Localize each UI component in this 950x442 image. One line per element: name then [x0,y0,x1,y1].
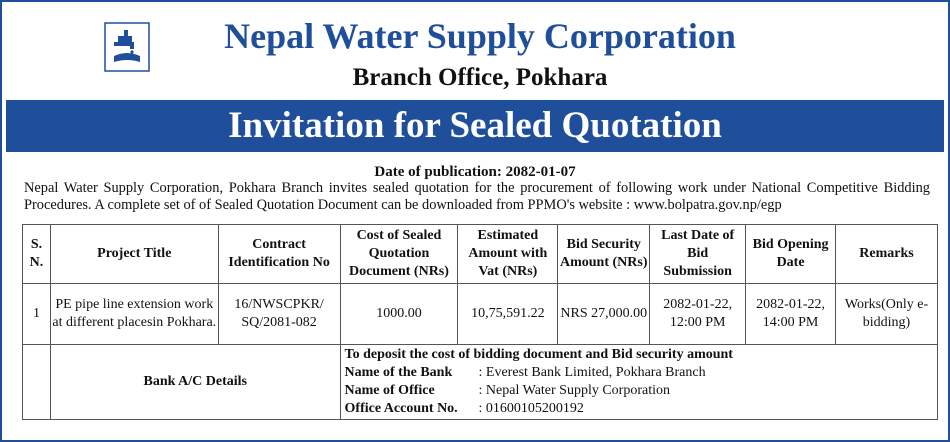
bank-deposit-heading: To deposit the cost of bidding document and Bid security amount [344,347,733,362]
cell-document-cost: 1000.00 [340,284,458,345]
cell-contract-id: 16/NWSCPKR/ SQ/2081-082 [218,284,340,345]
office-name-key: Name of Office [344,383,435,398]
bank-details-label: Bank A/C Details [50,345,340,420]
col-last-date: Last Date of Bid Submission [650,225,746,284]
col-bid-security: Bid Security Amount (NRs) [558,225,650,284]
col-document-cost: Cost of Sealed Quotation Document (NRs) [340,225,458,284]
bank-details-row [23,345,938,420]
cell-bid-security: NRS 27,000.00 [558,284,650,345]
table-row [23,284,938,345]
quotation-table [22,224,938,420]
office-name-value: : Nepal Water Supply Corporation [478,383,670,398]
col-remarks: Remarks [836,225,938,284]
cell-remarks: Works(Only e-bidding) [836,284,938,345]
cell-estimated-amount: 10,75,591.22 [458,284,558,345]
col-project-title: Project Title [50,225,218,284]
bank-details-info [340,345,937,420]
account-no-value: : 01600105200192 [478,401,584,416]
intro-paragraph: Nepal Water Supply Corporation, Pokhara Branch invites sealed quotation for the procurement of following work under National Competitive Bidding Procedures. A complete set of of Sealed Quotation Document can be downloaded from PPMO's website : www.bolpatra.gov.np/egp [24,180,930,213]
cell-opening-date: 2082-01-22, 14:00 PM [746,284,836,345]
table-header-row [23,225,938,284]
branch-office: Branch Office, Pokhara [352,64,608,91]
col-estimated-amount: Estimated Amount with Vat (NRs) [458,225,558,284]
notice-title-banner: Invitation for Sealed Quotation [6,100,944,152]
col-sn: S. N. [23,225,51,284]
nwsc-logo-icon [104,22,150,72]
account-no-key: Office Account No. [344,401,458,416]
cell-project-title: PE pipe line extension work at different placesin Pokhara. [50,284,218,345]
organization-name: Nepal Water Supply Corporation [224,16,736,56]
col-contract-id: Contract Identification No [218,225,340,284]
bank-name-value: : Everest Bank Limited, Pokhara Branch [478,365,706,380]
col-opening-date: Bid Opening Date [746,225,836,284]
publication-date: Date of publication: 2082-01-07 [374,164,576,180]
cell-sn: 1 [23,284,51,345]
bank-name-key: Name of the Bank [344,365,453,380]
cell-last-date: 2082-01-22, 12:00 PM [650,284,746,345]
